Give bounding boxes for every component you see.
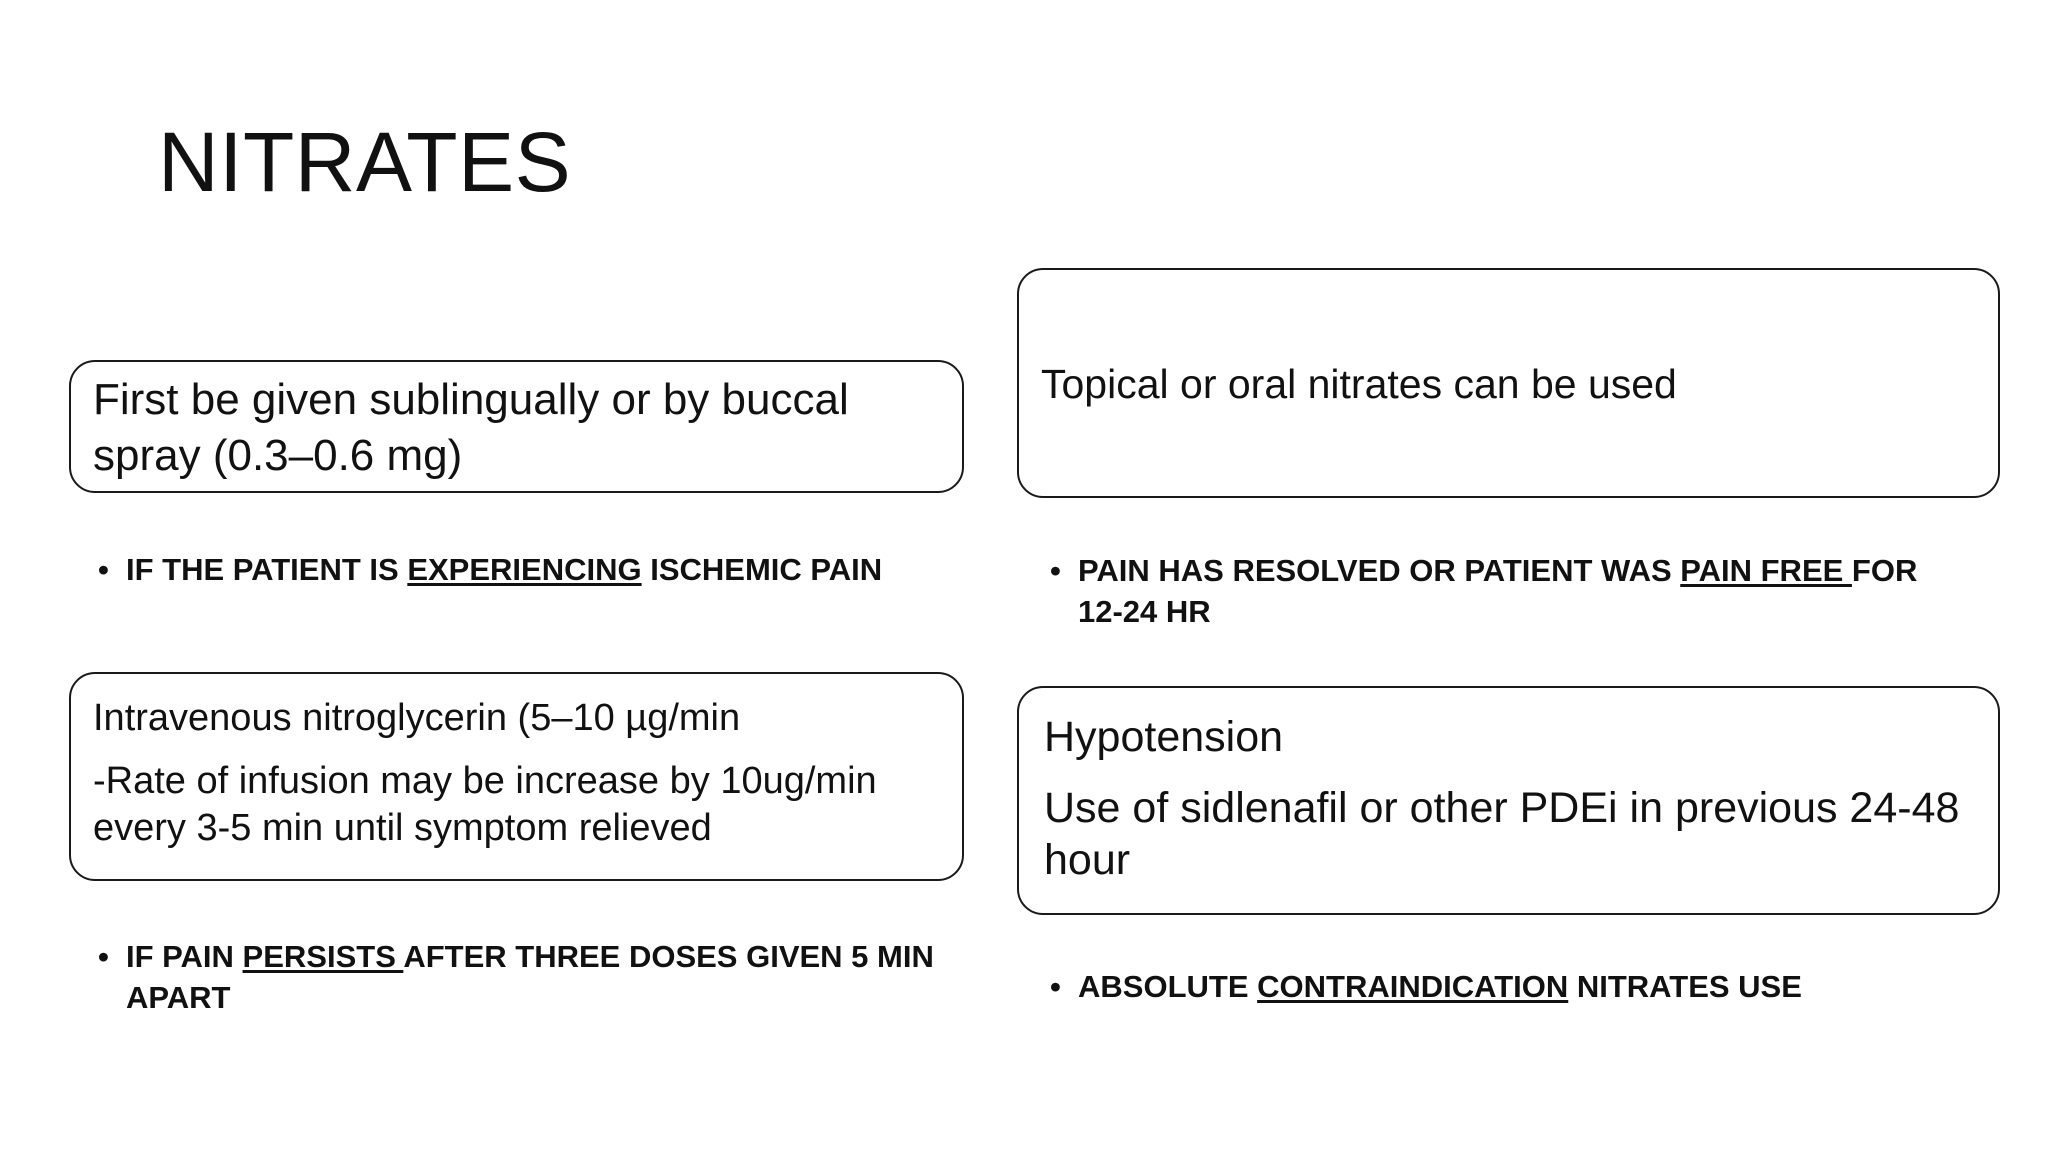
- bullet-text-underlined: PAIN FREE: [1680, 553, 1852, 588]
- bullet-dot: •: [98, 552, 109, 587]
- bullet-pain-resolved: [1050, 550, 1950, 632]
- hypotension-text: Hypotension: [1044, 713, 1284, 761]
- bullet-text-pre: ABSOLUTE: [1078, 969, 1258, 1004]
- bullet-text-post: ISCHEMIC PAIN: [641, 552, 883, 587]
- bullet-text-post: NITRATES USE: [1568, 969, 1802, 1004]
- sublingual-dose-text: First be given sublingually or by buccal spray (0.3–0.6 mg): [93, 375, 849, 480]
- bullet-pain-persists: [98, 936, 978, 1018]
- bullet-text-post: FOR 12-24 HR: [1078, 553, 1918, 629]
- topical-oral-text: Topical or oral nitrates can be used: [1041, 361, 1677, 407]
- contraindication-box: [1017, 686, 2000, 915]
- infusion-rate-text: -Rate of infusion may be increase by 10ug/min every 3-5 min until symptom relieved: [93, 760, 877, 849]
- slide-title: NITRATES: [158, 115, 572, 209]
- bullet-text-pre: IF PAIN: [126, 939, 243, 974]
- pde-inhibitor-text: Use of sidlenafil or other PDEi in previous 24-48 hour: [1044, 784, 1960, 884]
- bullet-text-post: AFTER THREE DOSES GIVEN 5 MIN APART: [126, 939, 934, 1015]
- bullet-text-underlined: PERSISTS: [242, 939, 404, 974]
- bullet-text-underlined: CONTRAINDICATION: [1257, 969, 1569, 1004]
- bullet-text-pre: PAIN HAS RESOLVED OR PATIENT WAS: [1078, 553, 1681, 588]
- bullet-dot: •: [1050, 969, 1061, 1004]
- bullet-dot: •: [98, 939, 109, 974]
- bullet-experiencing-pain: [98, 549, 978, 590]
- bullet-text-underlined: EXPERIENCING: [407, 552, 642, 587]
- intravenous-dose-text: Intravenous nitroglycerin (5–10 µg/min: [93, 697, 741, 739]
- topical-oral-box: [1017, 268, 2000, 498]
- bullet-text-pre: IF THE PATIENT IS: [126, 552, 408, 587]
- bullet-dot: •: [1050, 553, 1061, 588]
- bullet-absolute-contraindication: [1050, 966, 1950, 1007]
- sublingual-dose-box: [69, 360, 964, 493]
- intravenous-box: [69, 672, 964, 881]
